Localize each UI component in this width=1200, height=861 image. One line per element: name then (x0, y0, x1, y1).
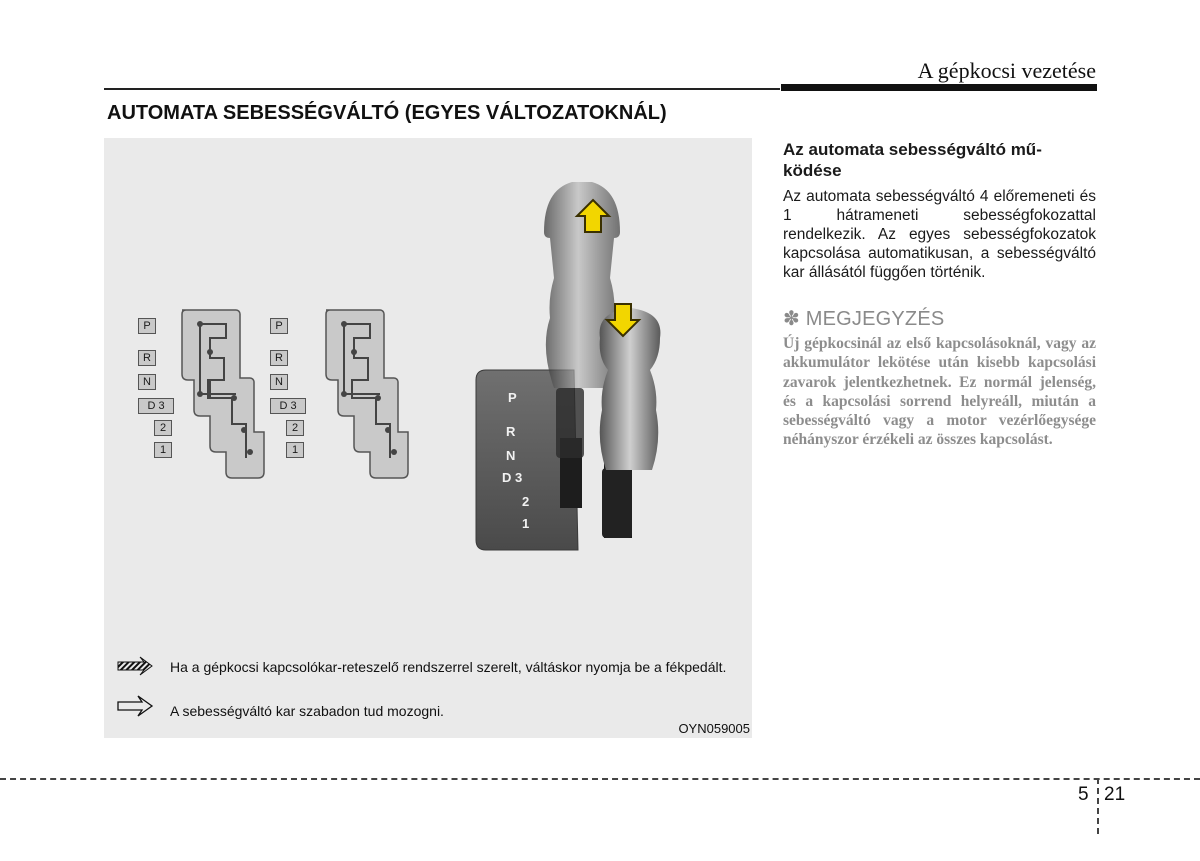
hatched-arrow-icon (118, 657, 152, 675)
section-number: 5 (1078, 784, 1089, 805)
running-header: A gépkocsi vezetése (917, 58, 1096, 83)
section-title: AUTOMATA SEBESSÉGVÁLTÓ (EGYES VÁLTOZATOKNÁL) (107, 102, 667, 124)
outline-arrow-icon (118, 696, 152, 716)
shift-illustration (104, 138, 752, 738)
gate-diagram-left (182, 310, 264, 478)
footer-dashed-rule (0, 778, 1200, 780)
gate-label-d3: D 3 (138, 398, 174, 414)
shift-knob-lower (600, 308, 661, 538)
gate-label-d3: D 3 (270, 398, 306, 414)
console-label-p: P (508, 390, 517, 405)
operation-heading: Az automata sebességváltó mű-ködése (783, 140, 1042, 180)
shift-diagram-figure (104, 138, 752, 738)
gate-label-1: 1 (154, 442, 172, 458)
console-label-d3: D 3 (502, 470, 523, 485)
console-label-2: 2 (522, 494, 530, 509)
console-label-1: 1 (522, 516, 530, 531)
figure-code: OYN059005 (678, 721, 750, 736)
header-rule-thick (781, 84, 1097, 91)
gate-label-p: P (138, 318, 156, 334)
page-number: 21 (1104, 784, 1126, 805)
gate-label-r: R (270, 350, 288, 366)
legend-text-brake: Ha a gépkocsi kapcsolókar-reteszelő rendszerrel szerelt, váltáskor nyomja be a fékpedált. (170, 659, 727, 675)
operation-body: Az automata sebességváltó 4 előremeneti és 1 hátrameneti sebességfokozattal rendelkezik. Az egyes sebességfokozatok kapcsolása automatikusan, a sebességváltó kar állásától függően történik. (783, 188, 1096, 281)
console-label-n: N (506, 448, 516, 463)
gate-label-2: 2 (286, 420, 304, 436)
legend-text-free: A sebességváltó kar szabadon tud mozogni. (170, 703, 444, 719)
header-rule-thin (104, 88, 780, 90)
gate-label-2: 2 (154, 420, 172, 436)
gate-diagram-right (326, 310, 408, 478)
gate-label-r: R (138, 350, 156, 366)
gate-label-1: 1 (286, 442, 304, 458)
gate-label-n: N (270, 374, 288, 390)
gate-label-p: P (270, 318, 288, 334)
gate-label-n: N (138, 374, 156, 390)
console-label-r: R (506, 424, 516, 439)
note-heading: ✽ MEGJEGYZÉS (783, 308, 945, 330)
footer-vertical-rule (1097, 778, 1099, 834)
right-column (783, 139, 1096, 450)
note-body: Új gépkocsinál az első kapcsolásoknál, vagy az akkumulátor lekötése után kisebb kapcsolási zavarok jelentkezhetnek. Ez normál jelenség, és a kapcsolási sorrend helyreáll, miután a sebességváltó vagy a motor vezérlőegysége néhányszor érzékeli az összes kapcsolást. (783, 335, 1096, 449)
